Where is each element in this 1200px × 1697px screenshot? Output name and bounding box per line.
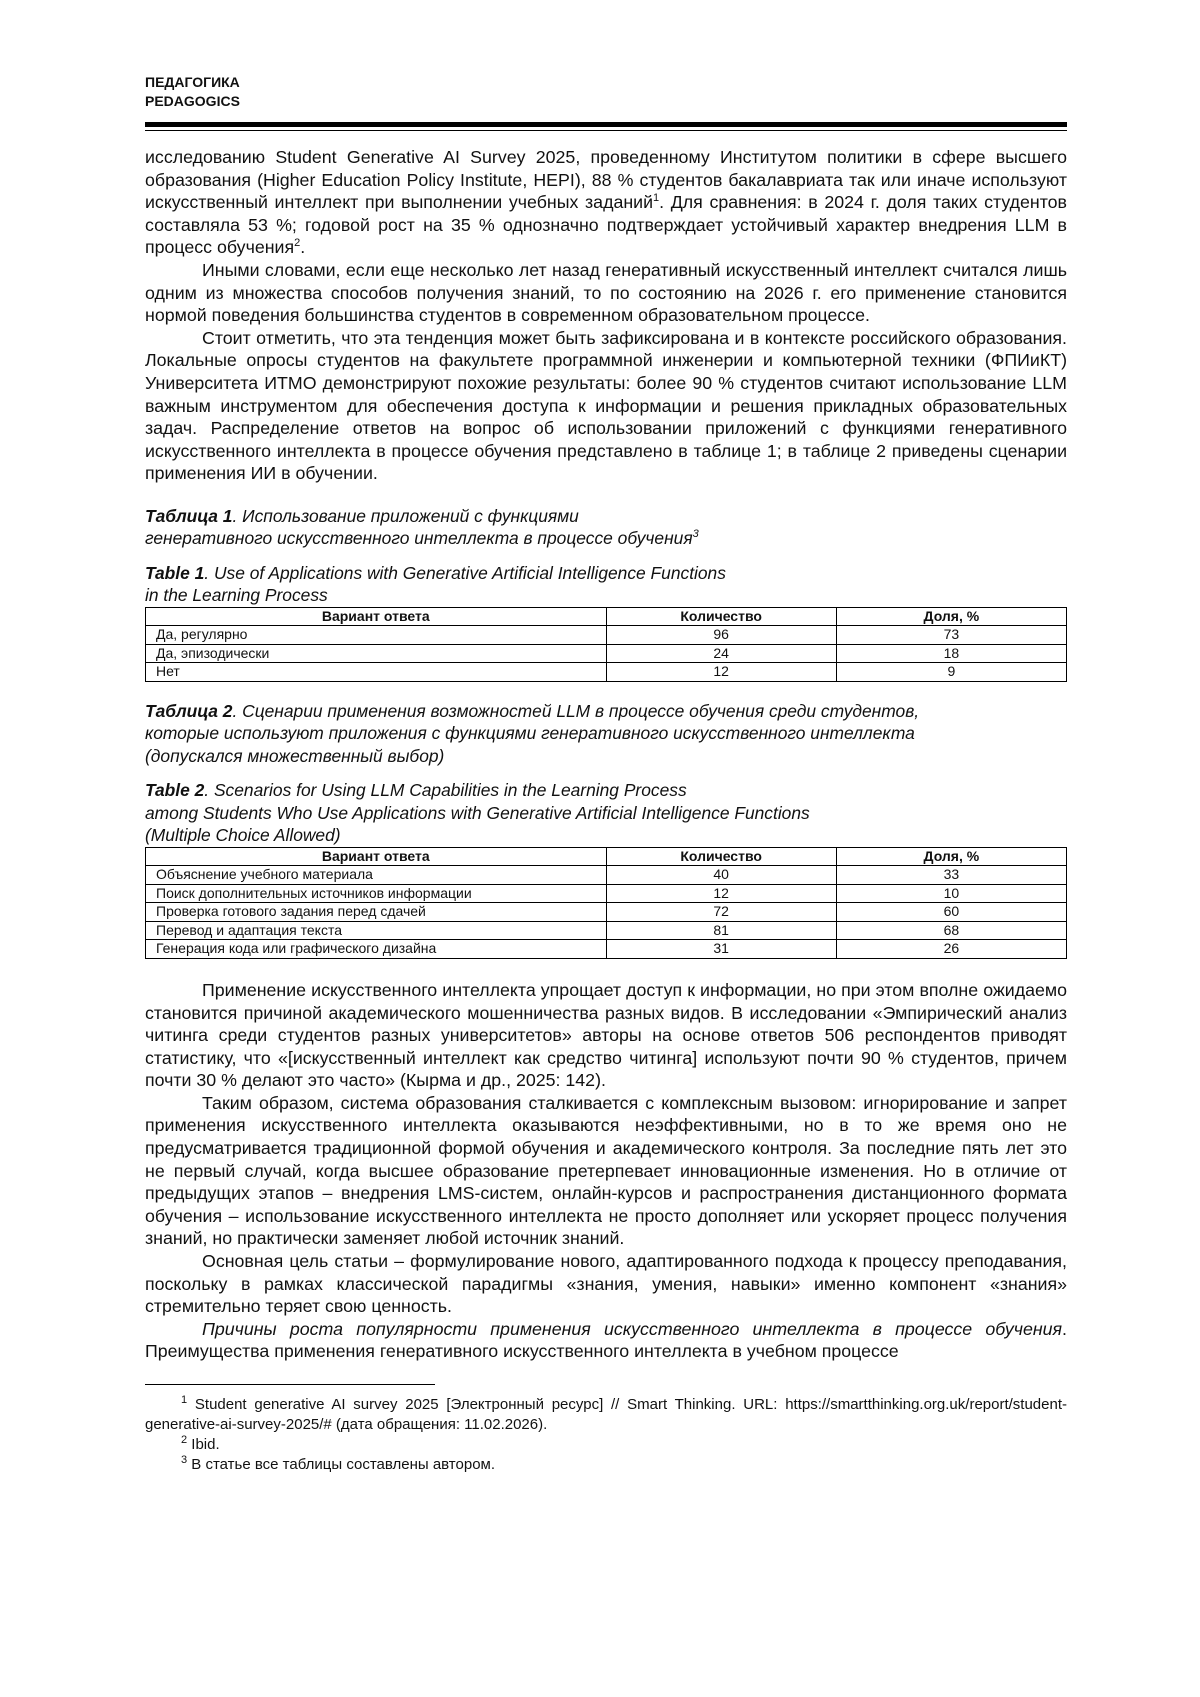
table-row: Да, регулярно 96 73 [146,626,1067,645]
table1-header-share: Доля, % [836,607,1066,626]
table-row: Генерация кода или графического дизайна 31 26 [146,940,1067,959]
table-row: Поиск дополнительных источников информации 12 10 [146,884,1067,903]
header-rule-thin [145,130,1067,131]
section-heading-inline: Причины роста популярности применения искусственного интеллекта в процессе обучения [202,1318,1063,1339]
header-ru: ПЕДАГОГИКА [145,74,240,90]
paragraph-7: Причины роста популярности применения искусственного интеллекта в процессе обучения. Преимущества применения генеративного искусственного интеллекта в учебном процессе [145,1318,1067,1362]
journal-header [145,73,240,111]
footnote-1: $^1$ Student generative AI survey 2025 [Электронный ресурс] // Smart Thinking. URL: https://smartthinking.org.uk/report/student-generative-ai-survey-2025/# (дата обращения: 11.02.2026). [145,1394,1067,1433]
table-row: Да, эпизодически 24 18 [146,644,1067,663]
footnote-separator [145,1384,435,1385]
table-row: Нет 12 9 [146,663,1067,682]
table2-caption-en: Table 2. Scenarios for Using LLM Capabilities in the Learning Process among Students Who Use Applications with Generative Artificial Intelligence Functions (Multiple Choice Allowed) [145,780,810,846]
footnote-ref-1[interactable]: 1 [653,192,660,205]
table2-header-share: Доля, % [836,847,1066,866]
footnote-ref-2[interactable]: 2 [294,237,301,250]
table2-caption-ru: Таблица 2. Сценарии применения возможностей LLM в процессе обучения среди студентов, которые используют приложения с функциями генеративного искусственного интеллекта (допускался множественный выбор) [145,700,920,766]
header-rule-thick [145,122,1067,127]
table-row: Объяснение учебного материала 40 33 [146,866,1067,885]
table1-caption-en: Table 1. Use of Applications with Generative Artificial Intelligence Functions in the Learning Process [145,562,726,606]
table1-header-answer: Вариант ответа [146,607,607,626]
table2-header-answer: Вариант ответа [146,847,607,866]
table-2 [145,847,1067,959]
header-en: PEDAGOGICS [145,93,240,109]
table-1 [145,607,1067,682]
paragraph-2: Иными словами, если еще несколько лет назад генеративный искусственный интеллект считался лишь одним из множества способов получения знаний, то по состоянию на 2026 г. его применение становится нормой поведения большинства студентов в современном образовательном процессе. [145,259,1067,326]
footnote-3: $^3$ В статье все таблицы составлены автором. [181,1454,496,1473]
paragraph-4: Применение искусственного интеллекта упрощает доступ к информации, но при этом вполне ожидаемо становится причиной академического мошенничества разных видов. В исследовании «Эмпирический анализ читинга среди студентов разных университетов» авторы на основе ответов 506 респондентов приводят статистику, что «[искусственный интеллект как средство читинга] используют почти 90 % студентов, причем почти 30 % делают это часто» (Кырма и др., 2025: 142). [145,979,1067,1091]
footnote-2: $^2$ Ibid. [181,1434,220,1453]
table-row: Перевод и адаптация текста 81 68 [146,921,1067,940]
article-body [145,146,1067,1475]
table-row: Проверка готового задания перед сдачей 72 60 [146,903,1067,922]
table1-header-count: Количество [606,607,836,626]
paragraph-3: Стоит отметить, что эта тенденция может быть зафиксирована и в контексте российского образования. Локальные опросы студентов на факультете программной инженерии и компьютерной техники (ФПИиКТ) Университета ИТМО демонстрируют похожие результаты: более 90 % студентов считают использование LLM важным инструментом для обеспечения доступа к информации и решения прикладных образовательных задач. Распределение ответов на вопрос об использовании приложений с функциями генеративного искусственного интеллекта в процессе обучения представлено в таблице 1; в таблице 2 приведены сценарии применения ИИ в обучении. [145,327,1067,484]
table1-caption-ru: Таблица 1. Использование приложений с функциями генеративного искусственного интеллекта в процессе обучения$^3$ [145,505,699,549]
table2-header-count: Количество [606,847,836,866]
paragraph-5: Таким образом, система образования сталкивается с комплексным вызовом: игнорирование и запрет применения искусственного интеллекта оказываются неэффективными, но в то же время оно не предусматривается традиционной формой обучения и академического контроля. За последние пять лет это не первый случай, когда высшее образование претерпевает инновационные изменения. Но в отличие от предыдущих этапов – внедрения LMS-систем, онлайн-курсов и распространения дистанционного формата обучения – использование искусственного интеллекта не просто дополняет или ускоряет процесс получения знаний, но практически заменяет любой источник знаний. [145,1092,1067,1249]
footnote-ref-3[interactable]: 3 [692,528,699,541]
paragraph-1: исследованию Student Generative AI Survey 2025, проведенному Институтом политики в сфере высшего образования (Higher Education Policy Institute, HEPI), 88 % студентов бакалавриата так или иначе используют искусственный интеллект при выполнении учебных заданий$^1$. Для сравнения: в 2024 г. доля таких студентов составляла 53 %; годовой рост на 35 % однозначно подтверждает устойчивый характер внедрения LLM в процесс обучения$^2$. [145,147,1067,258]
paragraph-6: Основная цель статьи – формулирование нового, адаптированного подхода к процессу преподавания, поскольку в рамках классической парадигмы «знания, умения, навыки» именно компонент «знания» стремительно теряет свою ценность. [145,1251,1067,1317]
